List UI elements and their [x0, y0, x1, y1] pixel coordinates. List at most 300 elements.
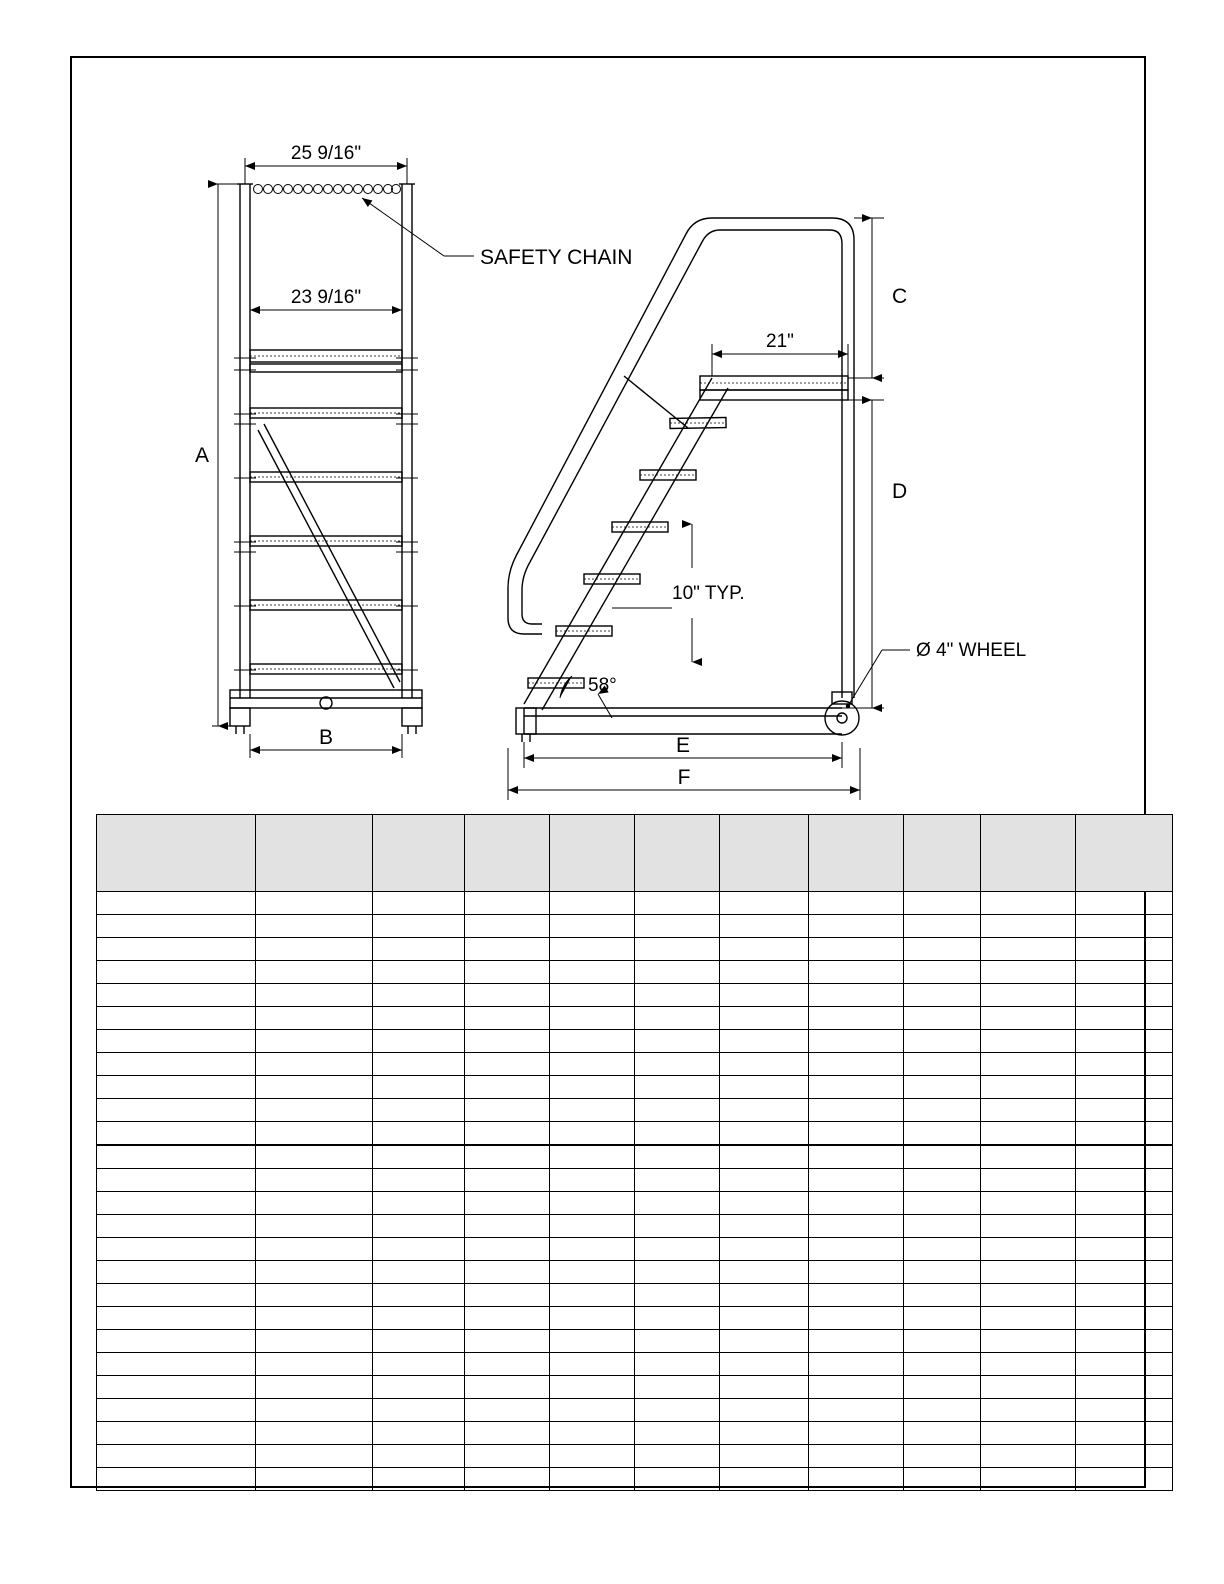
table-cell [1076, 1399, 1173, 1422]
table-cell [809, 915, 904, 938]
dim-e-label: E [675, 734, 691, 757]
table-cell [981, 915, 1076, 938]
table-header-cell [809, 815, 904, 892]
table-cell [256, 1422, 373, 1445]
table-cell [97, 1330, 256, 1353]
table-cell [97, 1076, 256, 1099]
table-cell [373, 984, 465, 1007]
table-cell [256, 892, 373, 915]
table-cell [635, 1192, 720, 1215]
table-cell [550, 1376, 635, 1399]
table-cell [97, 1169, 256, 1192]
table-cell [1076, 1215, 1173, 1238]
table-row [97, 1192, 1173, 1215]
table-cell [1076, 1376, 1173, 1399]
table-cell [1076, 1238, 1173, 1261]
table-row [97, 1122, 1173, 1146]
table-cell [465, 1399, 550, 1422]
table-cell [904, 961, 981, 984]
table-cell [720, 1215, 809, 1238]
table-row [97, 1353, 1173, 1376]
table-cell [635, 1445, 720, 1468]
table-cell [373, 1284, 465, 1307]
table-cell [256, 1192, 373, 1215]
table-cell [635, 984, 720, 1007]
table-row [97, 1053, 1173, 1076]
table-row [97, 1099, 1173, 1122]
table-cell [720, 915, 809, 938]
specification-table [96, 814, 1173, 1491]
table-cell [1076, 1099, 1173, 1122]
table-cell [550, 1353, 635, 1376]
table-cell [981, 1330, 1076, 1353]
table-cell [465, 1122, 550, 1146]
table-cell [635, 1145, 720, 1169]
table-cell [465, 892, 550, 915]
table-cell [373, 1215, 465, 1238]
table-cell [904, 1053, 981, 1076]
table-cell [97, 1353, 256, 1376]
table-cell [981, 1145, 1076, 1169]
table-cell [1076, 1169, 1173, 1192]
table-cell [97, 1376, 256, 1399]
table-row [97, 961, 1173, 984]
table-cell [635, 1007, 720, 1030]
table-cell [809, 1030, 904, 1053]
table-cell [981, 1099, 1076, 1122]
table-cell [97, 892, 256, 915]
table-cell [720, 1307, 809, 1330]
table-row [97, 892, 1173, 915]
table-cell [904, 1284, 981, 1307]
table-cell [97, 1399, 256, 1422]
table-cell [373, 1007, 465, 1030]
table-cell [256, 1030, 373, 1053]
table-row [97, 915, 1173, 938]
table-header-cell [720, 815, 809, 892]
table-cell [904, 1376, 981, 1399]
table-cell [809, 961, 904, 984]
table-cell [904, 1076, 981, 1099]
table-cell [373, 1030, 465, 1053]
table-cell [256, 1076, 373, 1099]
table-row [97, 1445, 1173, 1468]
table-cell [720, 892, 809, 915]
table-cell [904, 1330, 981, 1353]
table-cell [256, 1353, 373, 1376]
table-cell [904, 1307, 981, 1330]
table-header-cell [1076, 815, 1173, 892]
table-cell [635, 1284, 720, 1307]
table-cell [465, 1030, 550, 1053]
table-cell [981, 1284, 1076, 1307]
table-cell [720, 938, 809, 961]
table-cell [904, 1215, 981, 1238]
table-cell [904, 892, 981, 915]
table-row [97, 1007, 1173, 1030]
table-cell [256, 1376, 373, 1399]
table-cell [809, 1053, 904, 1076]
table-cell [97, 938, 256, 961]
table-cell [635, 1307, 720, 1330]
table-cell [256, 1007, 373, 1030]
table-cell [97, 1422, 256, 1445]
table-cell [904, 1399, 981, 1422]
dim-platform-depth-label: 21" [766, 331, 794, 352]
table-cell [550, 1076, 635, 1099]
table-cell [256, 1468, 373, 1491]
table-cell [373, 938, 465, 961]
table-cell [465, 961, 550, 984]
table-cell [373, 1099, 465, 1122]
table-cell [1076, 1330, 1173, 1353]
table-cell [635, 1261, 720, 1284]
table-cell [465, 1261, 550, 1284]
table-cell [809, 1261, 904, 1284]
table-cell [809, 1422, 904, 1445]
table-cell [465, 938, 550, 961]
table-cell [981, 1307, 1076, 1330]
table-cell [809, 1284, 904, 1307]
table-cell [981, 938, 1076, 961]
table-cell [809, 938, 904, 961]
table-cell [635, 915, 720, 938]
table-cell [256, 1122, 373, 1146]
table-cell [465, 1330, 550, 1353]
table-cell [635, 1376, 720, 1399]
table-cell [97, 1238, 256, 1261]
table-cell [981, 1169, 1076, 1192]
table-cell [550, 1169, 635, 1192]
table-cell [550, 1399, 635, 1422]
table-cell [373, 1376, 465, 1399]
table-cell [720, 984, 809, 1007]
table-cell [904, 1468, 981, 1491]
table-cell [635, 1076, 720, 1099]
table-cell [97, 1099, 256, 1122]
table-cell [1076, 938, 1173, 961]
table-cell [550, 1330, 635, 1353]
table-cell [256, 1099, 373, 1122]
table-cell [373, 1261, 465, 1284]
table-cell [256, 1330, 373, 1353]
dim-c-label: C [892, 285, 908, 308]
table-cell [1076, 1053, 1173, 1076]
table-row [97, 1284, 1173, 1307]
table-cell [373, 1238, 465, 1261]
table-cell [809, 1007, 904, 1030]
table-cell [550, 984, 635, 1007]
table-cell [373, 1145, 465, 1169]
table-cell [720, 1053, 809, 1076]
table-cell [465, 1445, 550, 1468]
table-cell [1076, 1353, 1173, 1376]
table-cell [981, 892, 1076, 915]
drawing-sheet [70, 56, 1146, 1488]
table-cell [465, 1238, 550, 1261]
table-cell [1076, 984, 1173, 1007]
table-header-cell [256, 815, 373, 892]
table-cell [256, 938, 373, 961]
table-cell [550, 1468, 635, 1491]
dim-d-label: D [892, 480, 908, 503]
table-cell [904, 915, 981, 938]
table-cell [1076, 1030, 1173, 1053]
table-cell [635, 1330, 720, 1353]
table-cell [1076, 961, 1173, 984]
front-view-dimensions [212, 158, 474, 758]
table-cell [904, 1122, 981, 1146]
dim-f-label: F [677, 766, 691, 789]
table-cell [904, 1030, 981, 1053]
table-cell [1076, 1076, 1173, 1099]
table-cell [720, 1238, 809, 1261]
side-view-dimensions [508, 218, 910, 800]
table-cell [809, 1238, 904, 1261]
table-cell [720, 1192, 809, 1215]
table-cell [550, 1122, 635, 1146]
table-cell [373, 1330, 465, 1353]
table-cell [256, 1284, 373, 1307]
table-row [97, 1215, 1173, 1238]
table-cell [635, 1238, 720, 1261]
table-row [97, 984, 1173, 1007]
table-row [97, 1076, 1173, 1099]
table-cell [981, 1192, 1076, 1215]
table-cell [809, 1122, 904, 1146]
table-cell [809, 1307, 904, 1330]
table-cell [720, 1169, 809, 1192]
table-cell [809, 892, 904, 915]
side-view-geometry [508, 218, 859, 742]
table-cell [635, 938, 720, 961]
table-cell [373, 1307, 465, 1330]
table-cell [904, 1007, 981, 1030]
table-cell [635, 1468, 720, 1491]
table-cell [635, 1122, 720, 1146]
table-cell [904, 1099, 981, 1122]
table-row [97, 1030, 1173, 1053]
table-cell [809, 1330, 904, 1353]
table-cell [1076, 1192, 1173, 1215]
table-cell [1076, 1122, 1173, 1146]
table-cell [809, 1099, 904, 1122]
table-cell [97, 1445, 256, 1468]
table-cell [904, 1261, 981, 1284]
table-row [97, 1376, 1173, 1399]
table-cell [904, 1445, 981, 1468]
table-row [97, 1468, 1173, 1491]
table-cell [720, 1399, 809, 1422]
table-cell [1076, 1284, 1173, 1307]
table-cell [809, 1376, 904, 1399]
table-row [97, 1169, 1173, 1192]
table-cell [635, 1169, 720, 1192]
table-row [97, 938, 1173, 961]
table-cell [635, 892, 720, 915]
table-row [97, 1261, 1173, 1284]
safety-chain-callout: SAFETY CHAIN [480, 246, 633, 269]
table-cell [97, 1215, 256, 1238]
table-cell [550, 1099, 635, 1122]
table-cell [809, 1169, 904, 1192]
dim-b-label: B [318, 726, 334, 749]
table-cell [635, 1353, 720, 1376]
table-cell [256, 1215, 373, 1238]
table-cell [465, 1468, 550, 1491]
table-header-cell [373, 815, 465, 892]
table-cell [550, 1238, 635, 1261]
table-cell [1076, 915, 1173, 938]
table-cell [256, 984, 373, 1007]
table-cell [465, 984, 550, 1007]
table-row [97, 1238, 1173, 1261]
table-cell [550, 961, 635, 984]
technical-drawing [72, 58, 1148, 808]
table-cell [720, 961, 809, 984]
table-cell [550, 938, 635, 961]
table-cell [981, 1030, 1076, 1053]
table-cell [550, 1030, 635, 1053]
table-header [97, 815, 1173, 892]
table-cell [373, 961, 465, 984]
table-cell [904, 1169, 981, 1192]
table-cell [904, 1353, 981, 1376]
table-cell [720, 1468, 809, 1491]
table-cell [550, 1007, 635, 1030]
table-cell [809, 1192, 904, 1215]
table-cell [373, 1399, 465, 1422]
table-cell [550, 1422, 635, 1445]
table-cell [465, 1215, 550, 1238]
table-header-cell [635, 815, 720, 892]
table-cell [97, 984, 256, 1007]
table-cell [97, 961, 256, 984]
table-cell [97, 1122, 256, 1146]
table-header-cell [981, 815, 1076, 892]
table-cell [981, 1422, 1076, 1445]
table-cell [635, 1053, 720, 1076]
dim-top-width-label: 25 9/16" [290, 143, 362, 164]
table-cell [981, 1122, 1076, 1146]
table-cell [373, 1445, 465, 1468]
table-cell [720, 1122, 809, 1146]
table-cell [256, 1238, 373, 1261]
table-cell [981, 1007, 1076, 1030]
table-header-row [97, 815, 1173, 892]
table-cell [465, 1376, 550, 1399]
table-cell [256, 1145, 373, 1169]
table-cell [981, 1353, 1076, 1376]
table-cell [550, 1215, 635, 1238]
table-cell [981, 1445, 1076, 1468]
table-cell [1076, 1145, 1173, 1169]
table-cell [97, 1030, 256, 1053]
table-cell [97, 1307, 256, 1330]
table-cell [904, 1422, 981, 1445]
table-cell [1076, 1445, 1173, 1468]
table-cell [465, 1422, 550, 1445]
table-cell [256, 915, 373, 938]
table-cell [635, 1099, 720, 1122]
table-cell [256, 1053, 373, 1076]
table-cell [465, 1099, 550, 1122]
table-cell [809, 1445, 904, 1468]
table-cell [1076, 1422, 1173, 1445]
table-header-cell [465, 815, 550, 892]
table-cell [465, 1007, 550, 1030]
table-cell [720, 1353, 809, 1376]
table-cell [97, 1261, 256, 1284]
table-cell [373, 892, 465, 915]
table-cell [720, 1030, 809, 1053]
table-cell [981, 1215, 1076, 1238]
table-cell [256, 1261, 373, 1284]
table-cell [904, 984, 981, 1007]
table-cell [97, 1468, 256, 1491]
table-cell [373, 1122, 465, 1146]
table-cell [465, 1353, 550, 1376]
table-cell [550, 1145, 635, 1169]
table-cell [550, 892, 635, 915]
table-cell [373, 1053, 465, 1076]
table-cell [1076, 1307, 1173, 1330]
table-cell [97, 1192, 256, 1215]
table-cell [550, 1307, 635, 1330]
table-cell [720, 1284, 809, 1307]
table-cell [904, 938, 981, 961]
table-cell [1076, 1007, 1173, 1030]
table-cell [981, 1238, 1076, 1261]
table-cell [981, 1468, 1076, 1491]
table-cell [809, 1468, 904, 1491]
table-cell [373, 1468, 465, 1491]
table-cell [465, 915, 550, 938]
table-cell [256, 1399, 373, 1422]
table-cell [904, 1145, 981, 1169]
table-cell [465, 1192, 550, 1215]
dim-inner-width-label: 23 9/16" [290, 287, 362, 308]
table-cell [465, 1169, 550, 1192]
table-cell [256, 961, 373, 984]
table-cell [97, 1145, 256, 1169]
table-cell [1076, 892, 1173, 915]
table-row [97, 1145, 1173, 1169]
table-header-cell [97, 815, 256, 892]
table-cell [373, 1353, 465, 1376]
table-cell [465, 1076, 550, 1099]
table-cell [97, 1284, 256, 1307]
table-cell [373, 1192, 465, 1215]
table-cell [981, 1376, 1076, 1399]
step-rise-label: 10" TYP. [672, 583, 745, 604]
table-cell [550, 1284, 635, 1307]
table-cell [256, 1169, 373, 1192]
table-cell [720, 1076, 809, 1099]
table-cell [981, 984, 1076, 1007]
table-cell [635, 1422, 720, 1445]
table-cell [635, 1215, 720, 1238]
table-cell [720, 1099, 809, 1122]
table-cell [373, 1169, 465, 1192]
table-cell [720, 1145, 809, 1169]
table-header-cell [904, 815, 981, 892]
table-cell [809, 984, 904, 1007]
table-cell [373, 1422, 465, 1445]
table-cell [904, 1238, 981, 1261]
table-row [97, 1399, 1173, 1422]
table-cell [97, 1053, 256, 1076]
